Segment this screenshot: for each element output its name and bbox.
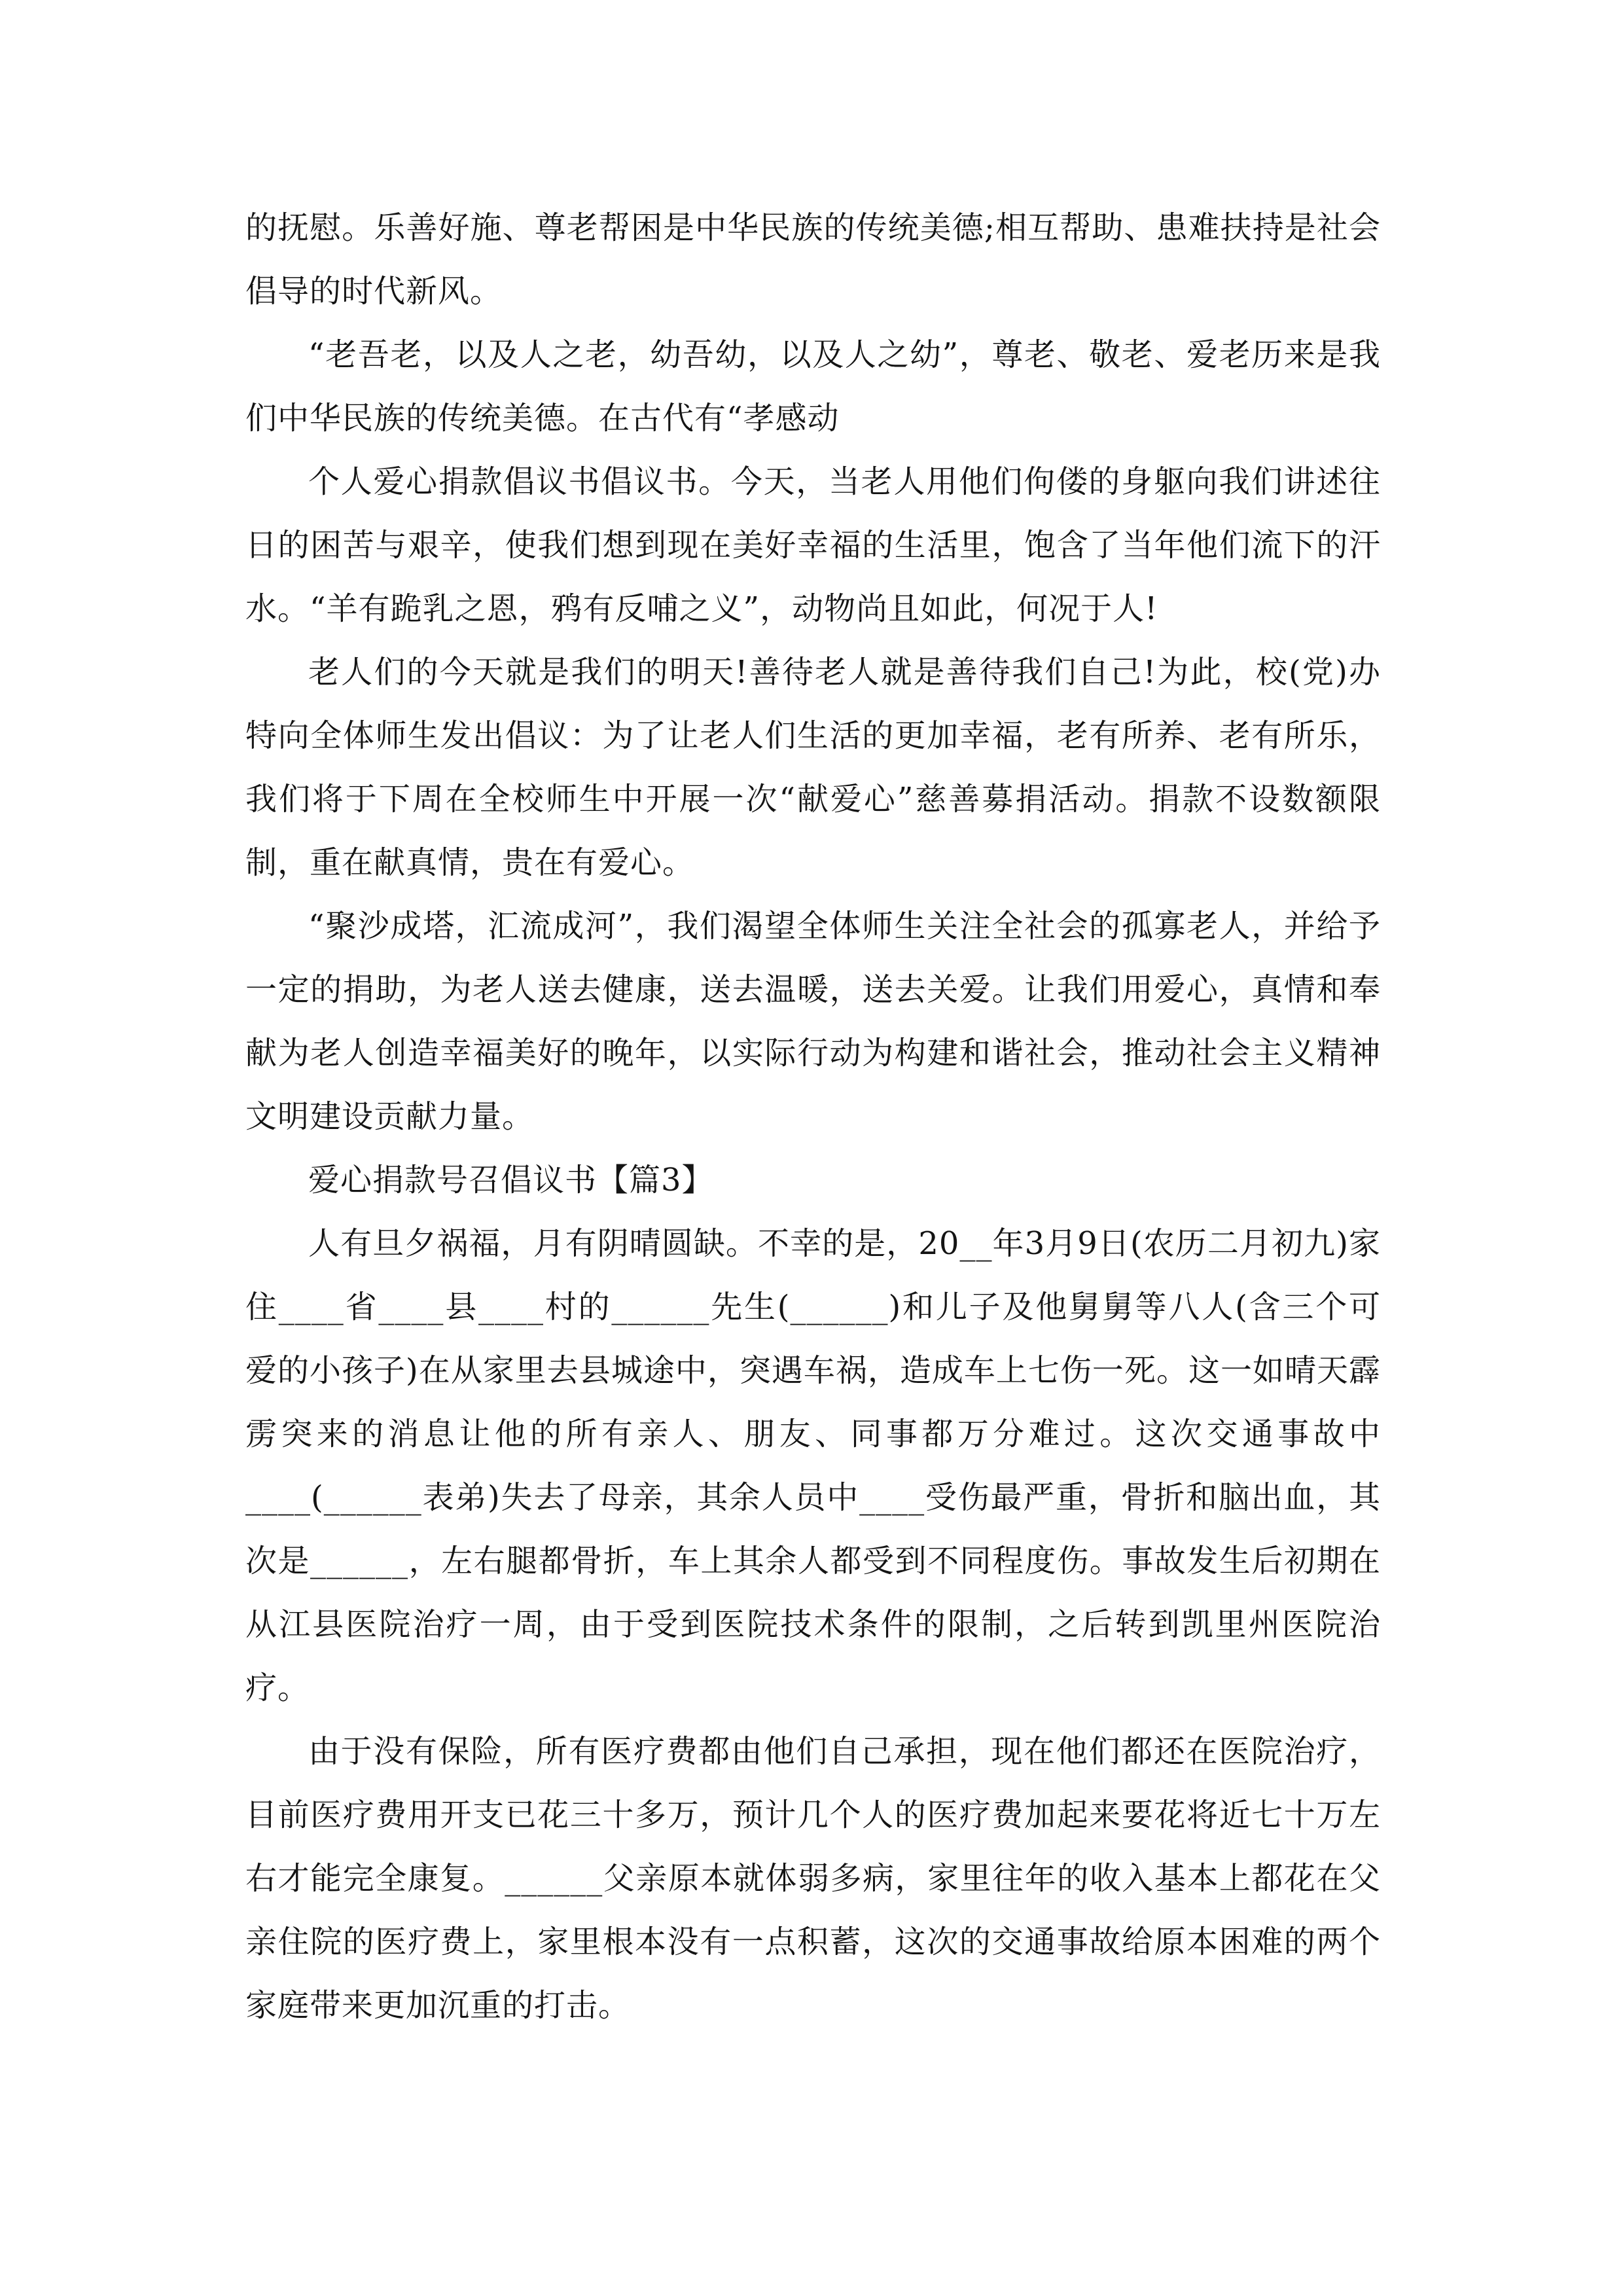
paragraph-continuation: 的抚慰。乐善好施、尊老帮困是中华民族的传统美德;相互帮助、患难扶持是社会倡导的时代新风。 — [245, 209, 1381, 310]
paragraph-accident: 人有旦夕祸福，月有阴晴圆缺。不幸的是，20__年3月9日(农历二月初九)家住____省____县____村的______先生(______)和儿子及他舅舅等八人(含三个可爱的小孩子)在从家里去县城途中，突遇车祸，造成车上七伤一死。这一如晴天霹雳突来的消息让他的所有亲人、朋友、同事都万分难过。这次交通事故中____(______表弟)失去了母亲，其余人员中____受伤最严重，骨折和脑出血，其次是______，左右腿都骨折，车上其余人都受到不同程度伤。事故发生后初期在从江县医院治疗一周，由于受到医院技术条件的限制，之后转到凯里州医院治疗。 — [245, 1225, 1381, 1706]
paragraph-medical-costs: 由于没有保险，所有医疗费都由他们自己承担，现在他们都还在医院治疗，目前医疗费用开支已花三十多万，预计几个人的医疗费加起来要花将近七十万左右才能完全康复。______父亲原本就体弱多病，家里往年的收入基本上都花在父亲住院的医疗费上，家里根本没有一点积蓄，这次的交通事故给原本困难的两个家庭带来更加沉重的打击。 — [245, 1733, 1381, 2024]
paragraph-elderly-hardship: 个人爱心捐款倡议书倡议书。今天，当老人用他们佝偻的身躯向我们讲述往日的困苦与艰辛，使我们想到现在美好幸福的生活里，饱含了当年他们流下的汗水。“羊有跪乳之恩，鸦有反哺之义”，动物尚且如此，何况于人! — [245, 463, 1381, 627]
document-body — [245, 196, 1381, 2037]
section-heading-part-3: 爱心捐款号召倡议书【篇3】 — [308, 1162, 714, 1198]
paragraph-call-to-action: “聚沙成塔，汇流成河”，我们渴望全体师生关注全社会的孤寡老人，并给予一定的捐助，为老人送去健康，送去温暖，送去关爱。让我们用爱心，真情和奉献为老人创造幸福美好的晚年，以实际行动为构建和谐社会，推动社会主义精神文明建设贡献力量。 — [245, 908, 1381, 1135]
paragraph-filial-quote: “老吾老，以及人之老，幼吾幼，以及人之幼”，尊老、敬老、爱老历来是我们中华民族的传统美德。在古代有“孝感动 — [245, 336, 1381, 437]
paragraph-initiative: 老人们的今天就是我们的明天!善待老人就是善待我们自己!为此，校(党)办特向全体师生发出倡议：为了让老人们生活的更加幸福，老有所养、老有所乐，我们将于下周在全校师生中开展一次“献爱心”慈善募捐活动。捐款不设数额限制，重在献真情，贵在有爱心。 — [245, 654, 1381, 881]
